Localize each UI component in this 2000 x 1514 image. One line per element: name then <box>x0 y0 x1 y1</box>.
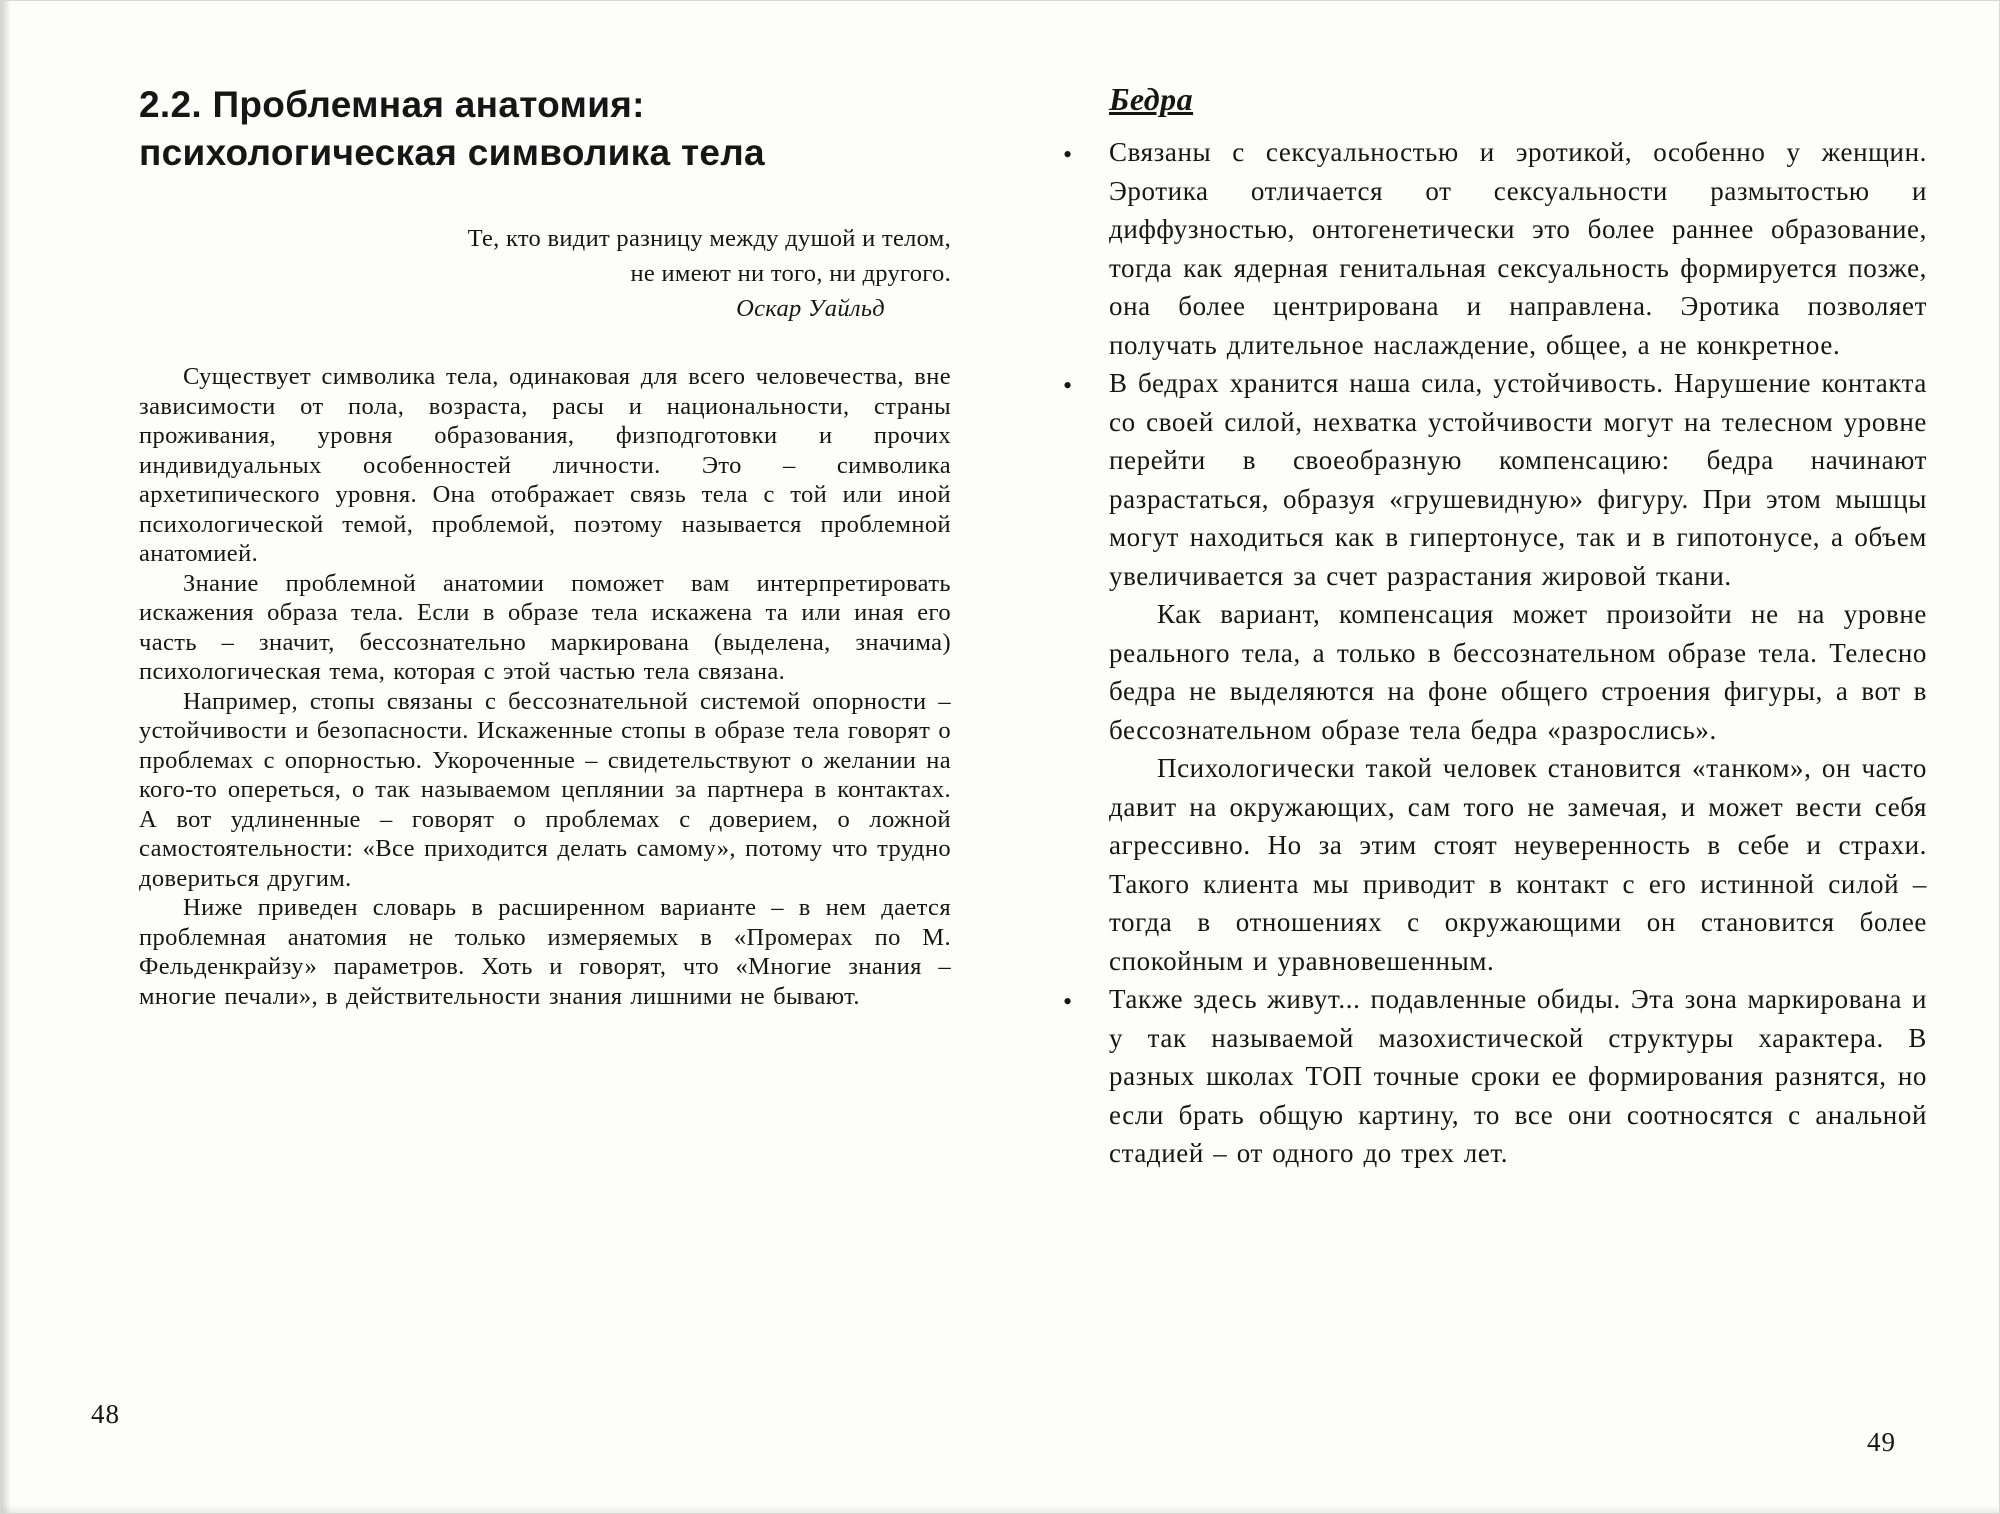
bullet-icon: • <box>1063 371 1073 400</box>
epigraph-line: не имеют ни того, ни другого. <box>630 260 951 287</box>
body-paragraph: Существует символика тела, одинаковая для всего человечества, вне зависимости от пола, возраста, расы и национальности, страны проживания, уровня образования, физподготовки и прочих индивидуальных особенностей личности. Это – символика архетипического уровня. Она отображает связь тела с той или иной психологической темой, проблемой, поэтому называется проблемной анатомией. <box>139 363 951 567</box>
chapter-heading-line2: психологическая символика тела <box>139 132 765 173</box>
epigraph-line: Те, кто видит разницу между душой и телом, <box>467 225 951 252</box>
body-paragraph: Например, стопы связаны с бессознательной системой опорности – устойчивости и безопасности. Искаженные стопы в образе тела говорят о проблемах с опорностью. Укороченные – свидетельствуют о желании на кого-то опереться, о так называемом цеплянии за партнера в контактах. А вот удлиненные – говорят о проблемах с доверием, о ложной самостоятельности: «Все приходится делать самому», потому что трудно довериться другим. <box>139 687 951 892</box>
body-paragraph: Ниже приведен словарь в расширенном варианте – в нем дается проблемная анатомия не только измеряемых в «Промерах по М. Фельденкрайзу» параметров. Хоть и говорят, что «Многие знания – многие печали», в действительности знания лишними не бывают. <box>139 894 951 1010</box>
bullet-icon: • <box>1063 987 1073 1016</box>
list-item <box>1063 980 1927 1173</box>
chapter-heading <box>139 81 951 177</box>
bullet-paragraph: Также здесь живут... подавленные обиды. Эта зона маркирована и у так называемой мазохистической структуры характера. В разных школах ТОП точные сроки ее формирования разнятся, но если брать общую картину, то все они соотносятся с анальной стадией – от одного до трех лет. <box>1109 984 1927 1168</box>
bullet-paragraph: Связаны с сексуальностью и эротикой, особенно у женщин. Эротика отличается от сексуальности размытостью и диффузностью, онтогенетически это более раннее образование, тогда как ядерная генитальная сексуальность формируется позже, она более центрирована и направлена. Эротика позволяет получать длительное наслаждение, общее, а не конкретное. <box>1109 137 1927 360</box>
body-paragraph: Знание проблемной анатомии поможет вам интерпретировать искажения образа тела. Если в образе тела искажена та или иная его часть – значит, бессознательно маркирована (выделена, значима) психологическая тема, которая с этой частью тела связана. <box>139 569 951 685</box>
bullet-icon: • <box>1063 140 1073 169</box>
scan-edge-shadow <box>1 1 11 1513</box>
bullet-paragraph: Как вариант, компенсация может произойти не на уровне реального тела, а только в бессознательном образе тела. Телесно бедра не выделяются на фоне общего строения фигуры, а вот в бессознательном образе тела бедра «разрослись». <box>1109 599 1927 745</box>
list-item <box>1063 133 1927 364</box>
bullet-paragraph: Психологически такой человек становится «танком», он часто давит на окружающих, сам того не замечая, и может вести себя агрессивно. Но за этим стоят неуверенность в себе и страхи. Такого клиента мы приводит в контакт с его истинной силой – тогда в отношениях с окружающими он становится более спокойным и уравновешенным. <box>1109 753 1927 976</box>
bullet-list <box>1063 133 1927 1173</box>
scan-bottom-shadow <box>1 1505 1999 1513</box>
section-heading: Бедра <box>1109 81 1194 117</box>
bullet-paragraph: В бедрах хранится наша сила, устойчивость. Нарушение контакта со своей силой, нехватка устойчивости могут на телесном уровне перейти в своеобразную компенсацию: бедра начинают разрастаться, образуя «грушевидную» фигуру. При этом мышцы могут находиться как в гипертонусе, так и в гипотонусе, а объем увеличивается за счет разрастания жировой ткани. <box>1109 368 1927 591</box>
page-number-right: 49 <box>1867 1427 1896 1457</box>
epigraph <box>139 221 951 326</box>
right-page <box>1063 79 1927 1173</box>
chapter-heading-line1: 2.2. Проблемная анатомия: <box>139 84 645 125</box>
page-number-left: 48 <box>91 1399 120 1429</box>
left-page-body <box>139 362 951 1011</box>
epigraph-author: Оскар Уайльд <box>736 295 885 322</box>
left-page <box>139 81 951 1011</box>
list-item <box>1063 364 1927 980</box>
